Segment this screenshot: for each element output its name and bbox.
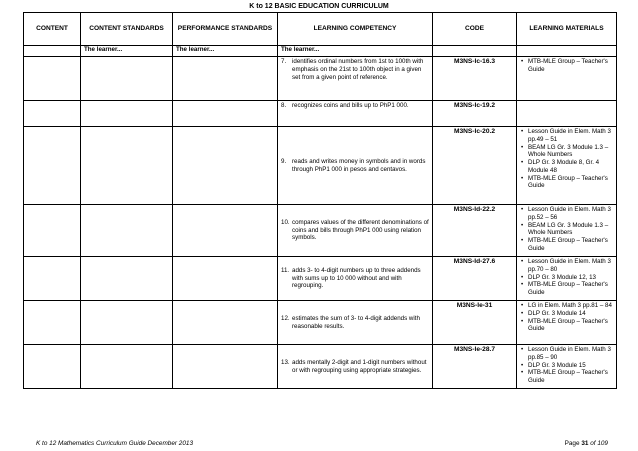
material-item: • Lesson Guide in Elem. Math 3 pp.52 – 56: [520, 206, 613, 222]
competency-number: 10.: [281, 218, 290, 226]
footer-page-info: [565, 440, 608, 447]
performance-standards-cell: [173, 205, 278, 257]
material-item: • MTB-MLE Group – Teacher's Guide: [520, 318, 613, 334]
material-item: • BEAM LG Gr. 3 Module 1.3 – Whole Numbers: [520, 144, 613, 160]
competency-cell: [278, 301, 433, 345]
content-cell: [24, 257, 81, 301]
materials-list: [520, 128, 613, 190]
content-cell: [24, 205, 81, 257]
performance-standards-cell: [173, 101, 278, 127]
competency-text: recognizes coins and bills up to PhP1 000.: [292, 102, 409, 109]
performance-standards-cell: [173, 345, 278, 389]
content-cell: [24, 301, 81, 345]
materials-cell: [517, 345, 617, 389]
material-item: • DLP Gr. 3 Module 15: [520, 362, 613, 370]
header-performance-standards: PERFORMANCE STANDARDS: [173, 13, 278, 46]
material-item: • DLP Gr. 3 Module 12, 13: [520, 274, 613, 282]
competency-number: 11.: [281, 266, 290, 274]
table-row: [24, 257, 617, 301]
materials-cell: [517, 301, 617, 345]
competency-number: 9.: [281, 157, 287, 165]
content-standards-cell: [81, 345, 173, 389]
competency-cell: [278, 257, 433, 301]
material-item: • Lesson Guide in Elem. Math 3 pp.70 – 80: [520, 258, 613, 274]
code-cell: M3NS-Id-22.2: [433, 205, 517, 257]
code-cell: M3NS-Id-27.6: [433, 257, 517, 301]
code-cell: M3NS-Ie-28.7: [433, 345, 517, 389]
material-item: • MTB-MLE Group – Teacher's Guide: [520, 175, 613, 191]
learner-content-standards: The learner...: [81, 46, 173, 57]
materials-list: [520, 58, 613, 74]
footer-guide-title: K to 12 Mathematics Curriculum Guide December 2013: [36, 440, 193, 447]
table-row: [24, 301, 617, 345]
learner-code-cell: [433, 46, 517, 57]
header-content: CONTENT: [24, 13, 81, 46]
table-row: [24, 101, 617, 127]
competency-cell: [278, 127, 433, 205]
table-row: [24, 205, 617, 257]
material-item: • LG in Elem. Math 3 pp.81 – 84: [520, 302, 613, 310]
content-standards-cell: [81, 101, 173, 127]
content-standards-cell: [81, 127, 173, 205]
table-row: [24, 345, 617, 389]
competency-cell: [278, 57, 433, 101]
competency-text: identifies ordinal numbers from 1st to 100th with emphasis on the 21st to 100th object in a given set from a given point of reference.: [292, 58, 424, 81]
performance-standards-cell: [173, 57, 278, 101]
material-item: • Lesson Guide in Elem. Math 3 pp.49 – 51: [520, 128, 613, 144]
material-item: • DLP Gr. 3 Module 8, Gr. 4 Module 48: [520, 159, 613, 175]
material-item: • MTB-MLE Group – Teacher's Guide: [520, 58, 613, 74]
materials-list: [520, 302, 613, 333]
material-item: • BEAM LG Gr. 3 Module 1.3 – Whole Numbers: [520, 222, 613, 238]
competency-cell: [278, 101, 433, 127]
materials-cell: [517, 57, 617, 101]
content-cell: [24, 46, 81, 57]
footer-page-of: of 109: [590, 440, 608, 447]
materials-list: [520, 346, 613, 385]
competency-cell: [278, 345, 433, 389]
competency-text: adds mentally 2-digit and 1-digit numbers without or with regrouping using appropriate strategies.: [292, 358, 427, 374]
competency-cell: [278, 205, 433, 257]
materials-cell: [517, 205, 617, 257]
footer-page-label: Page: [564, 440, 580, 447]
code-cell: M3NS-Ic-20.2: [433, 127, 517, 205]
header-row: [24, 13, 617, 46]
code-cell: M3NS-Ic-16.3: [433, 57, 517, 101]
code-cell: M3NS-Ic-19.2: [433, 101, 517, 127]
learner-row: [24, 46, 617, 57]
competency-number: 7.: [281, 58, 287, 65]
learner-materials-cell: [517, 46, 617, 57]
content-cell: [24, 345, 81, 389]
competency-text: compares values of the different denominations of coins and bills through PhP1 000 using relation symbols.: [292, 218, 429, 242]
header-learning-materials: LEARNING MATERIALS: [517, 13, 617, 46]
performance-standards-cell: [173, 127, 278, 205]
material-item: • MTB-MLE Group – Teacher's Guide: [520, 237, 613, 253]
table-row: [24, 57, 617, 101]
content-cell: [24, 101, 81, 127]
competency-number: 13.: [281, 358, 290, 366]
learner-performance-standards: The learner...: [173, 46, 278, 57]
performance-standards-cell: [173, 301, 278, 345]
content-cell: [24, 57, 81, 101]
curriculum-table: [23, 12, 617, 389]
document-title: K to 12 BASIC EDUCATION CURRICULUM: [249, 3, 389, 10]
code-cell: M3NS-Ie-31: [433, 301, 517, 345]
content-standards-cell: [81, 257, 173, 301]
learner-learning-competency: The learner...: [278, 46, 433, 57]
competency-number: 8.: [281, 102, 287, 109]
material-item: • MTB-MLE Group – Teacher's Guide: [520, 369, 613, 385]
materials-list: [520, 258, 613, 297]
performance-standards-cell: [173, 257, 278, 301]
header-code: CODE: [433, 13, 517, 46]
header-content-standards: CONTENT STANDARDS: [81, 13, 173, 46]
footer-page-number: 31: [581, 440, 589, 447]
materials-cell: [517, 257, 617, 301]
material-item: • Lesson Guide in Elem. Math 3 pp.85 – 90: [520, 346, 613, 362]
content-standards-cell: [81, 301, 173, 345]
content-standards-cell: [81, 205, 173, 257]
competency-text: reads and writes money in symbols and in words through PhP1 000 in pesos and centavos.: [292, 157, 426, 173]
competency-text: adds 3- to 4-digit numbers up to three addends with sums up to 10 000 without and with regrouping.: [292, 266, 421, 290]
competency-text: estimates the sum of 3- to 4-digit addends with reasonable results.: [292, 314, 420, 330]
material-item: • MTB-MLE Group – Teacher's Guide: [520, 281, 613, 297]
content-standards-cell: [81, 57, 173, 101]
materials-list: [520, 206, 613, 253]
materials-cell: [517, 101, 617, 127]
competency-number: 12.: [281, 314, 290, 322]
content-cell: [24, 127, 81, 205]
table-row: [24, 127, 617, 205]
material-item: • DLP Gr. 3 Module 14: [520, 310, 613, 318]
materials-cell: [517, 127, 617, 205]
header-learning-competency: LEARNING COMPETENCY: [278, 13, 433, 46]
